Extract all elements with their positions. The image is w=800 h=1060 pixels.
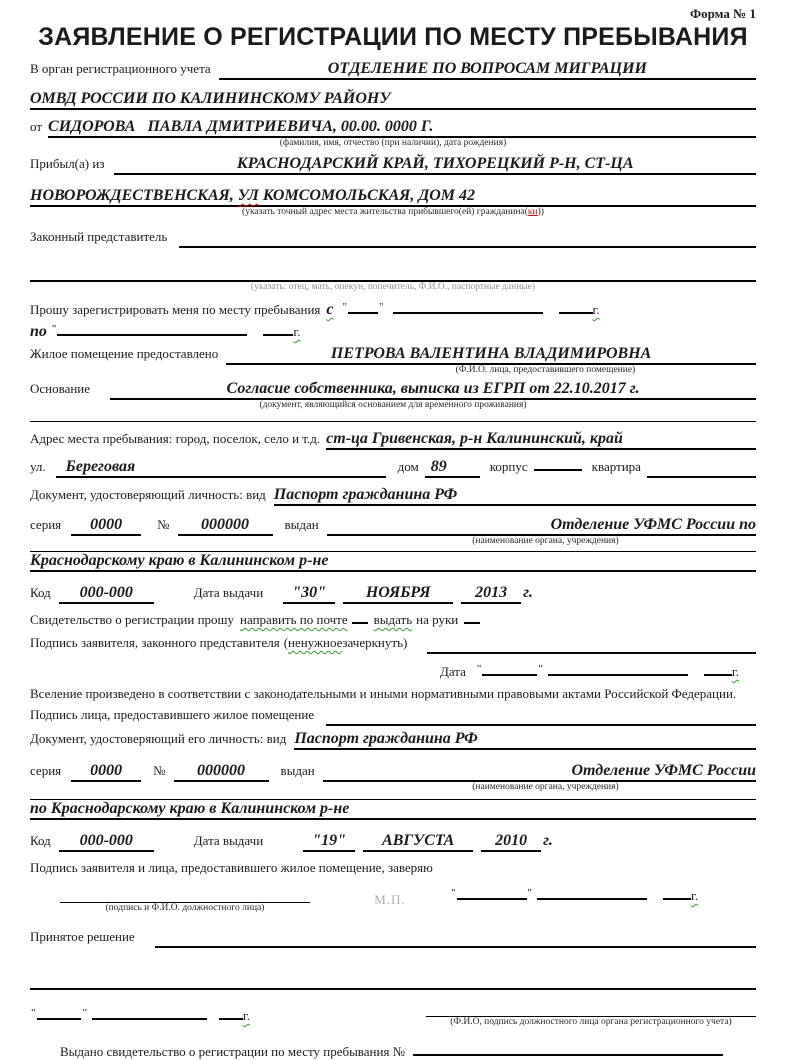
- series-value: 0000: [90, 516, 123, 533]
- applicant-row: [30, 118, 756, 138]
- building-label: корпус: [489, 459, 528, 474]
- certificate-delivery-row: [30, 612, 756, 628]
- series-value: 0000: [90, 762, 123, 779]
- address-value: ст-ца Гривенская, р-н Калининский, край: [326, 430, 623, 447]
- month-blank: [548, 674, 688, 676]
- arrived-field-line2: [30, 187, 756, 207]
- applicant-footnote: (фамилия, имя, отчество (при наличии), дата рождения): [279, 138, 507, 148]
- org-row: [30, 60, 756, 80]
- request-row2: [30, 323, 756, 341]
- decision-field-line: [155, 928, 756, 948]
- bottom-date-group: " " г.: [31, 1007, 250, 1023]
- issue-year-value: 2010: [495, 832, 528, 849]
- arrived-footnote: (указать точный адрес места жительства прибывшего(ей) гражданина(ки)): [242, 207, 544, 217]
- street-label: ул.: [30, 459, 46, 474]
- arrived-value: КРАСНОДАРСКИЙ КРАЙ, ТИХОРЕЦКИЙ Р-Н, СТ-ЦА: [236, 155, 634, 172]
- applicant-value: СИДОРОВА ПАВЛА ДМИТРИЕВИЧА, 00.00. 0000 Г.: [48, 118, 434, 135]
- mail-checkbox-blank: [352, 622, 368, 624]
- address-label: Адрес места пребывания: город, поселок, село и т.д.: [30, 431, 321, 446]
- official-footnote: (Ф.И.О, подпись должностного лица органа регистрационного учета): [450, 1017, 732, 1027]
- page-title: ЗАЯВЛЕНИЕ О РЕГИСТРАЦИИ ПО МЕСТУ ПРЕБЫВАНИЯ: [38, 23, 748, 51]
- day-blank: [482, 674, 537, 676]
- request-text: Прошу зарегистрировать меня по месту пребывания: [30, 302, 321, 317]
- address-row: [30, 430, 756, 450]
- street-value: Береговая: [65, 458, 136, 475]
- year-blank: [263, 334, 293, 336]
- apartment-blank: [647, 458, 756, 478]
- issued-value: Отделение УФМС России по: [550, 516, 756, 533]
- decision-field-line2: [30, 970, 756, 990]
- hand-checkbox-blank: [464, 622, 480, 624]
- issue-date-label: Дата выдачи: [193, 585, 264, 600]
- applicant-signature-row: Подпись заявителя, законного представителя ( ненужное зачеркнуть): [30, 634, 756, 654]
- series-field-line: [71, 762, 141, 782]
- decision-label: Принятое решение: [30, 929, 135, 944]
- bottom-row: [30, 1002, 756, 1028]
- strike-note: ненужное: [288, 635, 343, 650]
- year-blank: [663, 898, 691, 900]
- issue-year-field: [481, 832, 541, 852]
- section-divider: [30, 421, 756, 422]
- year-blank: [559, 312, 593, 314]
- code-field-line: [59, 832, 154, 852]
- quote-mark: ": [379, 301, 384, 313]
- issue-day-field: [283, 584, 335, 604]
- legal-rep-field-line2: [30, 262, 756, 282]
- issue-month-field: [343, 584, 453, 604]
- year-suffix: г.: [592, 302, 600, 317]
- request-to-label: по: [30, 323, 47, 340]
- legal-rep-row: [30, 228, 756, 248]
- certify-date-group: " " г.: [451, 887, 699, 903]
- request-row: [30, 301, 756, 319]
- year-blank: [219, 1018, 243, 1020]
- month-blank: [393, 312, 543, 314]
- code-value: 000-000: [79, 832, 133, 849]
- housing-field-line: [226, 345, 756, 365]
- issue-day-value: "19": [312, 832, 347, 849]
- year-suffix: г.: [543, 832, 553, 849]
- issue-day-field: [303, 832, 355, 852]
- owner-issued-continuation-row: [30, 800, 756, 820]
- issued-value-line2: по Краснодарскому краю в Калининском р-не: [30, 800, 350, 817]
- id-doc-value: Паспорт гражданина РФ: [273, 486, 458, 503]
- applicant-label: от: [30, 119, 43, 134]
- official-signature-blank: [426, 1002, 756, 1017]
- org-value-line2: ОМВД РОССИИ ПО КАЛИНИНСКОМУ РАЙОНУ: [30, 90, 391, 107]
- number-value: 000000: [197, 762, 246, 779]
- id-doc-label: Документ, удостоверяющий личность: вид: [30, 487, 266, 502]
- day-blank: [457, 898, 527, 900]
- housing-value: ПЕТРОВА ВАЛЕНТИНА ВЛАДИМИРОВНА: [330, 345, 652, 362]
- issue-year-field: [461, 584, 521, 604]
- arrived-row: [30, 155, 756, 175]
- issued-continuation-line: [30, 800, 756, 820]
- issue-day-value: "30": [292, 584, 327, 601]
- basis-field-line: [110, 380, 756, 400]
- code-value: 000-000: [79, 584, 133, 601]
- issued-field-line: [327, 516, 756, 536]
- legal-rep-label: Законный представитель: [30, 229, 168, 244]
- arrived-field-line: [114, 155, 756, 175]
- number-value: 000000: [201, 516, 250, 533]
- owner-doc-value: Паспорт гражданина РФ: [294, 730, 478, 747]
- month-blank: [537, 898, 647, 900]
- day-blank: [37, 1018, 82, 1020]
- spellcheck-word: УЛ: [237, 187, 259, 204]
- option-hand: выдать: [373, 612, 413, 627]
- applicant-field-line: [48, 118, 756, 138]
- issue-month-value: АВГУСТА: [382, 832, 455, 849]
- signature-label: Подпись заявителя, законного представителя: [30, 635, 280, 650]
- issued-continuation-line: [30, 552, 756, 572]
- arrived-label: Прибыл(а) из: [30, 156, 105, 171]
- series-label: серия: [30, 763, 62, 778]
- street-row: [30, 458, 756, 478]
- month-blank: [97, 334, 247, 336]
- year-suffix: г.: [731, 664, 740, 679]
- id-series-row: [30, 516, 756, 536]
- red-edit-mark: ки: [527, 207, 538, 217]
- house-label: дом: [397, 459, 419, 474]
- owner-series-row: [30, 762, 756, 782]
- series-label: серия: [30, 517, 62, 532]
- year-suffix: г.: [293, 324, 301, 339]
- arrived-value-line2: НОВОРОЖДЕСТВЕНСКАЯ, УЛ КОМСОМОЛЬСКАЯ, ДОМ 42: [30, 187, 476, 204]
- applicant-signature-blank: [427, 634, 756, 654]
- owner-doc-label: Документ, удостоверяющий его личность: вид: [30, 731, 287, 746]
- move-in-text: Вселение произведено в соответствии с законодательными и иными нормативными правовыми актами Российской Федерации.: [30, 686, 737, 701]
- number-label: №: [157, 517, 170, 532]
- quote-mark: ": [51, 323, 57, 335]
- year-blank: [704, 674, 732, 676]
- year-suffix: г.: [242, 1008, 250, 1023]
- org-row2: [30, 90, 756, 110]
- stamp-placeholder: М.П.: [374, 892, 406, 907]
- housing-row: [30, 345, 756, 365]
- legal-rep-row2: [30, 262, 756, 282]
- series-field-line: [71, 516, 141, 536]
- option-mail: направить по почте: [240, 612, 348, 627]
- issued-value-line2: Краснодарскому краю в Калининском р-не: [30, 552, 329, 569]
- date-label: Дата: [440, 664, 466, 679]
- housing-footnote: (Ф.И.О. лица, предоставившего помещение): [455, 365, 636, 375]
- owner-signature-blank: [326, 706, 756, 726]
- request-from-label: с: [326, 301, 334, 318]
- date-row: Дата " " г.: [440, 663, 740, 679]
- issued-footnote: (наименование органа, учреждения): [472, 536, 619, 546]
- official-block: [426, 1002, 756, 1028]
- decision-row: [30, 928, 756, 948]
- issued-footnote: (наименование органа, учреждения): [472, 782, 619, 792]
- code-field-line: [59, 584, 154, 604]
- issue-month-value: НОЯБРЯ: [365, 584, 431, 601]
- certify-text: Подпись заявителя и лица, предоставившего жилое помещение, заверяю: [30, 860, 433, 875]
- issue-date-label: Дата выдачи: [193, 833, 264, 848]
- issued-certificate-label: Выдано свидетельство о регистрации по месту пребывания №: [60, 1044, 406, 1059]
- legal-rep-footnote: (указать: отец, мать, опекун, попечитель, Ф.И.О., паспортные данные): [250, 282, 536, 292]
- certificate-text: Свидетельство о регистрации прошу: [30, 612, 235, 627]
- org-label: В орган регистрационного учета: [30, 61, 211, 76]
- form-number: Форма № 1: [689, 6, 756, 21]
- number-label: №: [153, 763, 166, 778]
- month-blank: [92, 1018, 207, 1020]
- apartment-label: квартира: [591, 459, 641, 474]
- street-field-line: [56, 458, 386, 478]
- issued-label: выдан: [280, 763, 315, 778]
- official-signature-blank: [60, 888, 310, 903]
- year-suffix: г.: [691, 888, 699, 903]
- official-signature-row: [30, 888, 756, 914]
- code-label: Код: [30, 585, 51, 600]
- issued-continuation-row: [30, 552, 756, 572]
- day-blank: [348, 312, 378, 314]
- owner-doc-field-line: [294, 730, 756, 750]
- owner-signature-label: Подпись лица, предоставившего жилое помещение: [30, 707, 315, 722]
- id-code-row: [30, 584, 756, 604]
- certify-row: [30, 860, 756, 876]
- official-signature-block: [30, 888, 330, 914]
- house-field-line: [425, 458, 480, 478]
- decision-row2: [30, 970, 756, 990]
- id-doc-row: [30, 486, 756, 506]
- basis-row: [30, 380, 756, 400]
- issued-label: выдан: [284, 517, 319, 532]
- legal-rep-field-line: [179, 228, 756, 248]
- issue-month-field: [363, 832, 473, 852]
- address-field-line: [326, 430, 756, 450]
- owner-code-row: [30, 832, 756, 852]
- housing-label: Жилое помещение предоставлено: [30, 346, 219, 361]
- issued-value: Отделение УФМС России: [571, 762, 756, 779]
- quote-mark: ": [342, 301, 347, 313]
- house-value: 89: [430, 458, 447, 475]
- certificate-number-blank: [413, 1054, 723, 1056]
- official-signature-footnote: (подпись и Ф.И.О. должностного лица): [105, 903, 265, 913]
- basis-value: Согласие собственника, выписка из ЕГРП от 22.10.2017 г.: [226, 380, 640, 397]
- issue-year-value: 2013: [475, 584, 508, 601]
- code-label: Код: [30, 833, 51, 848]
- basis-footnote: (документ, являющийся основанием для временного проживания): [259, 400, 527, 410]
- move-in-row: [30, 686, 756, 702]
- id-doc-field-line: [274, 486, 756, 506]
- org-field-line2: [30, 90, 756, 110]
- owner-signature-row: [30, 706, 756, 726]
- building-blank: [534, 469, 582, 471]
- year-suffix: г.: [523, 584, 533, 601]
- issued-field-line: [323, 762, 756, 782]
- number-field-line: [178, 516, 273, 536]
- certificate-text-b: на руки: [416, 612, 459, 627]
- owner-doc-row: [30, 730, 756, 750]
- basis-label: Основание: [30, 381, 91, 396]
- day-blank: [57, 334, 97, 336]
- org-field-line: [219, 60, 756, 80]
- org-value: ОТДЕЛЕНИЕ ПО ВОПРОСАМ МИГРАЦИИ: [327, 60, 647, 77]
- arrived-row2: [30, 187, 756, 207]
- number-field-line: [174, 762, 269, 782]
- issued-certificate-row: [30, 1044, 756, 1060]
